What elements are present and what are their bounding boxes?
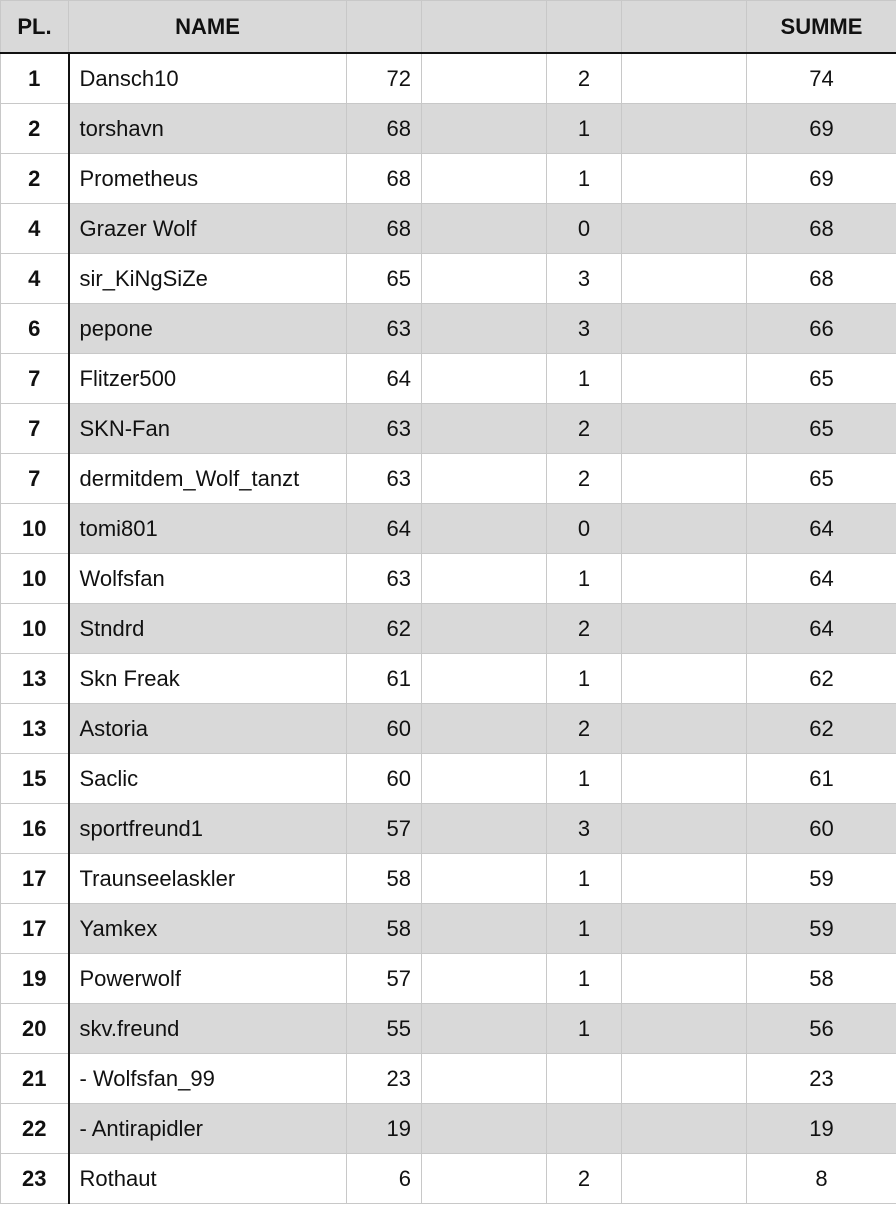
bonus-cell: 0 xyxy=(547,504,622,554)
rank-cell: 1 xyxy=(1,53,69,104)
points-cell: 63 xyxy=(347,304,422,354)
total-cell: 62 xyxy=(747,704,896,754)
bonus-cell: 2 xyxy=(547,704,622,754)
bonus-cell: 1 xyxy=(547,854,622,904)
points-cell: 55 xyxy=(347,1004,422,1054)
bonus-cell xyxy=(547,1054,622,1104)
table-row xyxy=(1,504,896,554)
rank-cell: 21 xyxy=(1,1054,69,1104)
points-cell: 63 xyxy=(347,454,422,504)
points-cell: 57 xyxy=(347,804,422,854)
bonus-cell: 0 xyxy=(547,204,622,254)
table-row xyxy=(1,604,896,654)
table-row xyxy=(1,904,896,954)
name-cell: Powerwolf xyxy=(69,954,347,1004)
points-cell: 6 xyxy=(347,1154,422,1204)
name-cell: - Wolfsfan_99 xyxy=(69,1054,347,1104)
points-cell: 23 xyxy=(347,1054,422,1104)
rank-cell: 15 xyxy=(1,754,69,804)
table-row xyxy=(1,1054,896,1104)
total-cell: 68 xyxy=(747,254,896,304)
total-cell: 66 xyxy=(747,304,896,354)
rank-cell: 13 xyxy=(1,704,69,754)
table-row xyxy=(1,53,896,104)
name-cell: dermitdem_Wolf_tanzt xyxy=(69,454,347,504)
bonus-cell xyxy=(547,1104,622,1154)
empty-cell xyxy=(422,154,547,204)
table-row xyxy=(1,804,896,854)
bonus-cell: 3 xyxy=(547,804,622,854)
empty-cell xyxy=(622,104,747,154)
rank-cell: 7 xyxy=(1,454,69,504)
total-cell: 69 xyxy=(747,154,896,204)
empty-cell xyxy=(422,904,547,954)
name-cell: Traunseelaskler xyxy=(69,854,347,904)
total-cell: 8 xyxy=(747,1154,896,1204)
table-row xyxy=(1,654,896,704)
points-cell: 64 xyxy=(347,354,422,404)
total-cell: 74 xyxy=(747,53,896,104)
empty-cell xyxy=(622,704,747,754)
empty-cell xyxy=(422,604,547,654)
name-cell: Skn Freak xyxy=(69,654,347,704)
rank-cell: 13 xyxy=(1,654,69,704)
name-cell: pepone xyxy=(69,304,347,354)
table-row xyxy=(1,354,896,404)
rank-cell: 17 xyxy=(1,854,69,904)
table-row xyxy=(1,154,896,204)
bonus-cell: 2 xyxy=(547,604,622,654)
empty-cell xyxy=(622,404,747,454)
header-col6 xyxy=(622,1,747,54)
empty-cell xyxy=(422,1154,547,1204)
empty-cell xyxy=(622,1054,747,1104)
empty-cell xyxy=(422,654,547,704)
bonus-cell: 1 xyxy=(547,354,622,404)
header-total: SUMME xyxy=(747,1,896,54)
total-cell: 64 xyxy=(747,504,896,554)
points-cell: 60 xyxy=(347,754,422,804)
points-cell: 58 xyxy=(347,854,422,904)
header-col3 xyxy=(347,1,422,54)
bonus-cell: 2 xyxy=(547,1154,622,1204)
empty-cell xyxy=(622,1104,747,1154)
table-row xyxy=(1,404,896,454)
name-cell: sir_KiNgSiZe xyxy=(69,254,347,304)
total-cell: 68 xyxy=(747,204,896,254)
name-cell: Rothaut xyxy=(69,1154,347,1204)
empty-cell xyxy=(622,1004,747,1054)
empty-cell xyxy=(422,254,547,304)
total-cell: 59 xyxy=(747,904,896,954)
name-cell: Wolfsfan xyxy=(69,554,347,604)
total-cell: 65 xyxy=(747,404,896,454)
total-cell: 58 xyxy=(747,954,896,1004)
empty-cell xyxy=(622,204,747,254)
bonus-cell: 1 xyxy=(547,104,622,154)
points-cell: 68 xyxy=(347,154,422,204)
bonus-cell: 1 xyxy=(547,154,622,204)
rank-cell: 23 xyxy=(1,1154,69,1204)
points-cell: 68 xyxy=(347,104,422,154)
total-cell: 65 xyxy=(747,454,896,504)
points-cell: 19 xyxy=(347,1104,422,1154)
bonus-cell: 1 xyxy=(547,654,622,704)
empty-cell xyxy=(622,1154,747,1204)
empty-cell xyxy=(422,404,547,454)
points-cell: 65 xyxy=(347,254,422,304)
total-cell: 23 xyxy=(747,1054,896,1104)
empty-cell xyxy=(422,53,547,104)
bonus-cell: 1 xyxy=(547,954,622,1004)
points-cell: 63 xyxy=(347,554,422,604)
rank-cell: 4 xyxy=(1,254,69,304)
table-row xyxy=(1,854,896,904)
name-cell: Yamkex xyxy=(69,904,347,954)
table-row xyxy=(1,454,896,504)
bonus-cell: 2 xyxy=(547,53,622,104)
points-cell: 68 xyxy=(347,204,422,254)
table-row xyxy=(1,1154,896,1204)
bonus-cell: 1 xyxy=(547,554,622,604)
table-row xyxy=(1,554,896,604)
empty-cell xyxy=(422,304,547,354)
rank-cell: 2 xyxy=(1,104,69,154)
rank-cell: 7 xyxy=(1,354,69,404)
points-cell: 60 xyxy=(347,704,422,754)
table-row xyxy=(1,954,896,1004)
empty-cell xyxy=(422,1054,547,1104)
empty-cell xyxy=(422,354,547,404)
total-cell: 62 xyxy=(747,654,896,704)
bonus-cell: 1 xyxy=(547,904,622,954)
empty-cell xyxy=(622,254,747,304)
name-cell: Dansch10 xyxy=(69,53,347,104)
table-row xyxy=(1,754,896,804)
name-cell: Stndrd xyxy=(69,604,347,654)
empty-cell xyxy=(422,204,547,254)
bonus-cell: 3 xyxy=(547,254,622,304)
name-cell: tomi801 xyxy=(69,504,347,554)
points-cell: 58 xyxy=(347,904,422,954)
total-cell: 19 xyxy=(747,1104,896,1154)
empty-cell xyxy=(622,754,747,804)
total-cell: 59 xyxy=(747,854,896,904)
empty-cell xyxy=(422,504,547,554)
table-row xyxy=(1,104,896,154)
empty-cell xyxy=(622,654,747,704)
empty-cell xyxy=(622,354,747,404)
rank-cell: 10 xyxy=(1,504,69,554)
bonus-cell: 2 xyxy=(547,454,622,504)
table-body xyxy=(1,53,896,1204)
name-cell: SKN-Fan xyxy=(69,404,347,454)
header-col5 xyxy=(547,1,622,54)
empty-cell xyxy=(422,954,547,1004)
total-cell: 64 xyxy=(747,554,896,604)
empty-cell xyxy=(622,804,747,854)
table-row xyxy=(1,1004,896,1054)
bonus-cell: 3 xyxy=(547,304,622,354)
points-cell: 63 xyxy=(347,404,422,454)
name-cell: torshavn xyxy=(69,104,347,154)
points-cell: 61 xyxy=(347,654,422,704)
empty-cell xyxy=(622,53,747,104)
total-cell: 64 xyxy=(747,604,896,654)
table-row xyxy=(1,204,896,254)
rank-cell: 20 xyxy=(1,1004,69,1054)
empty-cell xyxy=(622,504,747,554)
rank-cell: 10 xyxy=(1,604,69,654)
header-name: NAME xyxy=(69,1,347,54)
empty-cell xyxy=(622,554,747,604)
rank-cell: 7 xyxy=(1,404,69,454)
table-row xyxy=(1,1104,896,1154)
empty-cell xyxy=(422,554,547,604)
total-cell: 69 xyxy=(747,104,896,154)
empty-cell xyxy=(422,1004,547,1054)
rank-cell: 10 xyxy=(1,554,69,604)
name-cell: - Antirapidler xyxy=(69,1104,347,1154)
table-row xyxy=(1,304,896,354)
empty-cell xyxy=(422,804,547,854)
table-row xyxy=(1,704,896,754)
empty-cell xyxy=(422,454,547,504)
empty-cell xyxy=(622,954,747,1004)
rank-cell: 22 xyxy=(1,1104,69,1154)
bonus-cell: 2 xyxy=(547,404,622,454)
name-cell: Astoria xyxy=(69,704,347,754)
bonus-cell: 1 xyxy=(547,754,622,804)
header-col4 xyxy=(422,1,547,54)
header-row xyxy=(1,1,896,54)
points-cell: 72 xyxy=(347,53,422,104)
empty-cell xyxy=(622,904,747,954)
total-cell: 56 xyxy=(747,1004,896,1054)
name-cell: skv.freund xyxy=(69,1004,347,1054)
bonus-cell: 1 xyxy=(547,1004,622,1054)
total-cell: 60 xyxy=(747,804,896,854)
table-row xyxy=(1,254,896,304)
empty-cell xyxy=(622,854,747,904)
rank-cell: 4 xyxy=(1,204,69,254)
points-cell: 64 xyxy=(347,504,422,554)
rank-cell: 6 xyxy=(1,304,69,354)
rank-cell: 19 xyxy=(1,954,69,1004)
name-cell: sportfreund1 xyxy=(69,804,347,854)
total-cell: 61 xyxy=(747,754,896,804)
points-cell: 62 xyxy=(347,604,422,654)
empty-cell xyxy=(422,754,547,804)
empty-cell xyxy=(622,604,747,654)
empty-cell xyxy=(622,454,747,504)
empty-cell xyxy=(422,704,547,754)
total-cell: 65 xyxy=(747,354,896,404)
name-cell: Prometheus xyxy=(69,154,347,204)
empty-cell xyxy=(422,1104,547,1154)
empty-cell xyxy=(622,154,747,204)
rank-cell: 2 xyxy=(1,154,69,204)
header-rank: PL. xyxy=(1,1,69,54)
empty-cell xyxy=(422,104,547,154)
empty-cell xyxy=(622,304,747,354)
name-cell: Saclic xyxy=(69,754,347,804)
rank-cell: 17 xyxy=(1,904,69,954)
empty-cell xyxy=(422,854,547,904)
name-cell: Grazer Wolf xyxy=(69,204,347,254)
points-cell: 57 xyxy=(347,954,422,1004)
rank-cell: 16 xyxy=(1,804,69,854)
name-cell: Flitzer500 xyxy=(69,354,347,404)
